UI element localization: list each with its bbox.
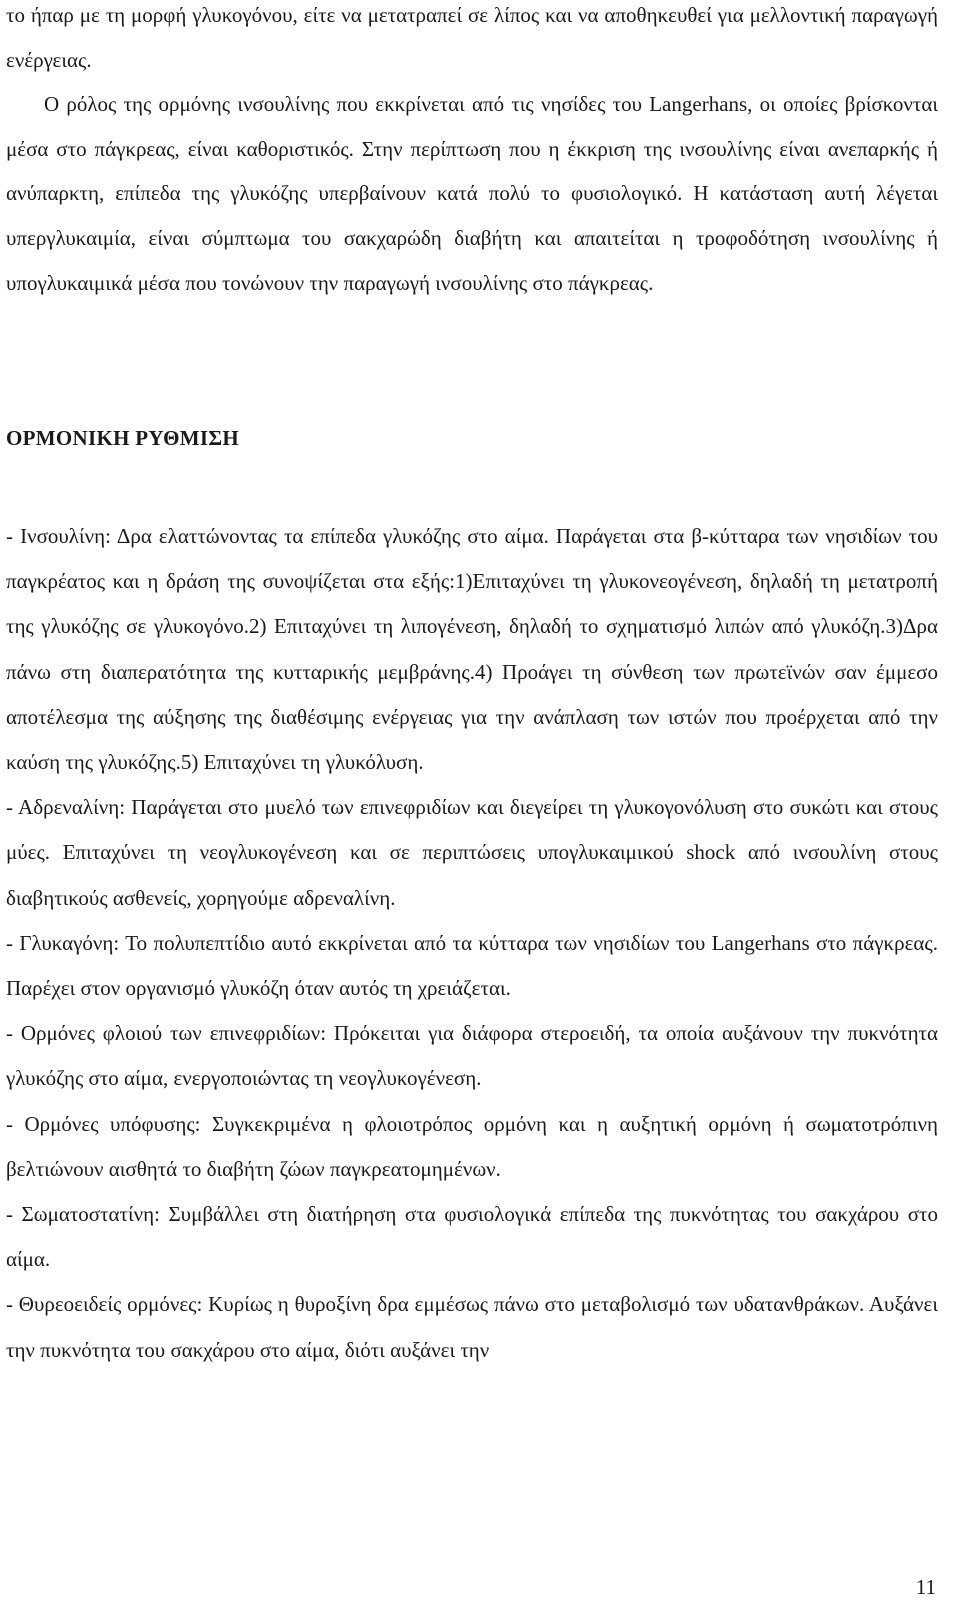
- section-body: [6, 514, 938, 1373]
- paragraph-glucagon: - Γλυκαγόνη: Το πολυπεπτίδιο αυτό εκκρίνεται από τα κύτταρα των νησιδίων του Langerhans στο πάγκρεας. Παρέχει στον οργανισμό γλυκόζη όταν αυτός τη χρειάζεται.: [6, 930, 938, 1001]
- paragraph-insulin: - Ινσουλίνη: Δρα ελαττώνοντας τα επίπεδα γλυκόζης στο αίμα. Παράγεται στα β-κύτταρα των νησιδίων του παγκρέατος και η δράση της συνοψίζεται στα εξής:1)Επιταχύνει τη γλυκονεογένεση, δηλαδή τη μετατροπή της γλυκόζης σε γλυκογόνο.2) Επιταχύνει τη λιπογένεση, δηλαδή το σχηματισμό λιπών από γλυκόζη.3)Δρα πάνω στη διαπερατότητα της κυτταρικής μεμβράνης.4) Προάγει τη σύνθεση των πρωτεϊνών σαν έμμεσο αποτέλεσμα της αύξησης της διαθέσιμης ενέργειας για την ανάπλαση των ιστών που προέρχεται από την καύση της γλυκόζης.5) Επιταχύνει τη γλυκόλυση.: [6, 524, 938, 775]
- section-heading: ΟΡΜΟΝΙΚΗ ΡΥΘΜΙΣΗ: [6, 426, 240, 450]
- paragraph-adrenaline: - Αδρεναλίνη: Παράγεται στο μυελό των επινεφριδίων και διεγείρει τη γλυκογονόλυση στο συκώτι και στους μύες. Επιταχύνει τη νεογλυκογένεση και σε περιπτώσεις υπογλυκαιμικού shock από ινσουλίνη στους διαβητικούς ασθενείς, χορηγούμε αδρεναλίνη.: [6, 795, 938, 910]
- paragraph-adrenal-cortex-hormones: - Ορμόνες φλοιού των επινεφριδίων: Πρόκειται για διάφορα στεροειδή, τα οποία αυξάνουν την πυκνότητα γλυκόζης στο αίμα, ενεργοποιώντας τη νεογλυκογένεση.: [6, 1021, 938, 1091]
- intro-paragraph-continuation: το ήπαρ με τη μορφή γλυκογόνου, είτε να μετατραπεί σε λίπος και να αποθηκευθεί για μελλοντική παραγωγή ενέργειας.: [6, 3, 938, 72]
- paragraph-pituitary-hormones: - Ορμόνες υπόφυσης: Συγκεκριμένα η φλοιοτρόπος ορμόνη και η αυξητική ορμόνη ή σωματοτρόπινη βελτιώνουν αισθητά το διαβήτη ζώων παγκρεατομημένων.: [6, 1111, 938, 1181]
- paragraph-thyroid-hormones: - Θυρεοειδείς ορμόνες: Κυρίως η θυροξίνη δρα εμμέσως πάνω στο μεταβολισμό των υδατανθράκων. Αυξάνει την πυκνότητα του σακχάρου στο αίμα, διότι αυξάνει την: [6, 1292, 938, 1362]
- paragraph-somatostatin: - Σωματοστατίνη: Συμβάλλει στη διατήρηση στα φυσιολογικά επίπεδα της πυκνότητας του σακχάρου στο αίμα.: [6, 1202, 938, 1272]
- page-number: 11: [915, 1575, 936, 1599]
- intro-paragraph-insulin-role: Ο ρόλος της ορμόνης ινσουλίνης που εκκρίνεται από τις νησίδες του Langerhans, οι οποίες βρίσκονται μέσα στο πάγκρεας, είναι καθοριστικός. Στην περίπτωση που η έκκριση της ινσουλίνης είναι ανεπαρκής ή ανύπαρκτη, επίπεδα της γλυκόζης υπερβαίνουν κατά πολύ το φυσιολογικό. Η κατάσταση αυτή λέγεται υπεργλυκαιμία, είναι σύμπτωμα του σακχαρώδη διαβήτη και απαιτείται η τροφοδότηση ινσουλίνης ή υπογλυκαιμικά μέσα που τονώνουν την παραγωγή ινσουλίνης στο πάγκρεας.: [6, 92, 938, 295]
